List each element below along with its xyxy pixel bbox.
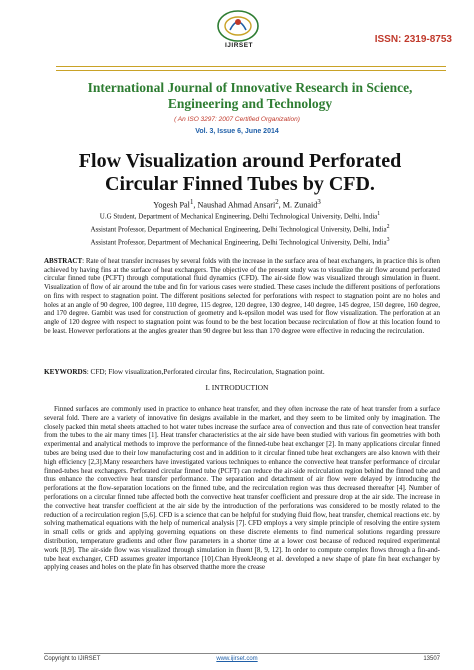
journal-name-line1: International Journal of Innovative Research in Science, (87, 80, 413, 95)
author-name: Yogesh Pal (153, 200, 190, 210)
author-name: Naushad Ahmad Ansari (197, 200, 276, 210)
certification-line: ( An ISO 3297: 2007 Certified Organization) (174, 116, 300, 123)
paper-title-line2: Circular Finned Tubes by CFD. (105, 173, 375, 195)
footer-url-link[interactable]: www.ijirset.com (216, 656, 258, 662)
footer-rule (44, 653, 440, 654)
affiliation: Assistant Professor, Department of Mechanical Engineering, Delhi Technological University, Delhi, India$^2$ (90, 224, 390, 234)
footer-page-number: 13507 (423, 656, 440, 662)
affiliation: Assistant Professor, Department of Mechanical Engineering, Delhi Technological University, Delhi, India$^3$ (90, 237, 390, 247)
abstract-label: ABSTRACT (44, 257, 83, 265)
keywords-label: KEYWORDS (44, 368, 87, 376)
introduction-body (44, 405, 440, 572)
author-sup: 1 (189, 199, 194, 206)
header-rule-bottom (56, 70, 446, 71)
volume-line: Vol. 3, Issue 6, June 2014 (195, 128, 279, 135)
paper-title-line1: Flow Visualization around Perforated (78, 150, 402, 172)
paper-title (40, 150, 440, 196)
journal-name (50, 80, 450, 112)
author-sup: 2 (275, 199, 279, 206)
footer-copyright: Copyright to IJIRSET (44, 656, 101, 662)
keywords-text: : CFD; Flow visualization,Perforated circular fins, Recirculation, Stagnation point. (86, 368, 325, 376)
section-heading: I. INTRODUCTION (205, 383, 269, 392)
keywords (44, 368, 440, 376)
ijirset-logo-icon (216, 8, 260, 44)
author-name: M. Zunaid (282, 200, 318, 210)
author-list: Yogesh Pal$^1$, Naushad Ahmad Ansari$^2$, M. Zunaid$^3$ (153, 199, 321, 210)
header-rule-top (56, 66, 446, 67)
abstract-text: : Rate of heat transfer increases by several folds with the increase in the surface area of heat exchangers, in practice this is often achieved by having fins at the surface of heat exchangers. The objective of the present study was to visualize the air flow around perforated circular finned tube (PCFT) through computational fluid dynamics (CFD). The air-side flow was visualized through simulation in fluent. Visualization of flow of air around the tube and fin for various cases were studied. These cases include the different positions of perforations on fins with respect to stagnation point. The different positions selected for perforations with respect to stagnation point are no holes and holes at an angle of 90 degree, 100 degree, 110 degree, 115 degree, 120 degree, 130 degree, 140 degree, 145 degree, 150 degree, 160 degree, and 170 degree. Gambit was used for construction of geometry and k-epsilon model was used for flow visualization. The perforation at an angle of 120 degree with respect to stagnation point was found to be the best location because recirculation of flow at this location found to be least. However perforations at the angles greater than 90 degree but less than 170 degree were effective in reducing the recirculation. (44, 257, 440, 335)
author-sup: 3 (317, 199, 321, 206)
logo-text: IJIRSET (224, 42, 254, 49)
abstract (44, 257, 440, 335)
issn-label: ISSN: 2319-8753 (374, 34, 452, 45)
affiliation: U.G Student, Department of Mechanical Engineering, Delhi Technological University, Delhi, India$^1$ (99, 211, 381, 221)
introduction-paragraph: Finned surfaces are commonly used in practice to enhance heat transfer, and they often increase the rate of heat transfer from a surface several fold. There are a variety of innovative fin designs available in the market, and they seem to be limited only by imagination. The closely packed thin metal sheets attached to hot water tubes increase the surface area of convection and thus rate of convection heat transfer from the tubes to the air many times [1]. Heat transfer characteristics at the air side have been studied with various fin geometries with both experimental and analytical methods to improve the performance of the finned-tube heat exchanger [2]. In many applications circular finned tubes are being used due to their low manufacturing cost and in addition to it circular finned tube heat exchangers are also known with their high efficiency [2,3].Many researchers have investigated various techniques to enhance the convective heat transfer performance of circular finned-tubes heat exchangers. Perforated circular finned tube (PCFT) can reduce the air-side recirculation region behind the finned tube and thus enhance the convective heat transfer performance. The separation and detachment of air flow were delayed by introducing the perforations at the flow-separation locations on the finned tube, and the recirculation region was thus decreased thereafter [4]. Number of perforations on a circular finned tube affected both the convective heat transfer coefficient and pressure drop at the air side. The increase in the convective heat transfer coefficient at the air side by the introduction of the perforations was considered to be mostly related to the reduction of a recirculation region [5,6]. CFD is a science that can be helpful for studying fluid flow, heat transfer, chemical reactions etc. by solving mathematical equations with the help of numerical analysis [7]. CFD employs a very simple principle of resolving the entire system in small cells or grids and applying governing equations on these discrete elements to find numerical solutions regarding pressure distribution, temperature gradients and other flow parameters in a shorter time at a lower cost because of reduced required experimental work [8,9]. The air-side flow was visualized through simulation in fluent [8, 9, 12]. In order to compute complex flows through a fin-and-tube heat exchanger, CFD assumes greater importance [10].Chan HyeokJeong et al. developed a new shape of plate fin heat exchanger by applying ceases and holes on the plate fin has observed thatthe more the crease (44, 405, 440, 572)
journal-name-line2: Engineering and Technology (167, 96, 333, 111)
